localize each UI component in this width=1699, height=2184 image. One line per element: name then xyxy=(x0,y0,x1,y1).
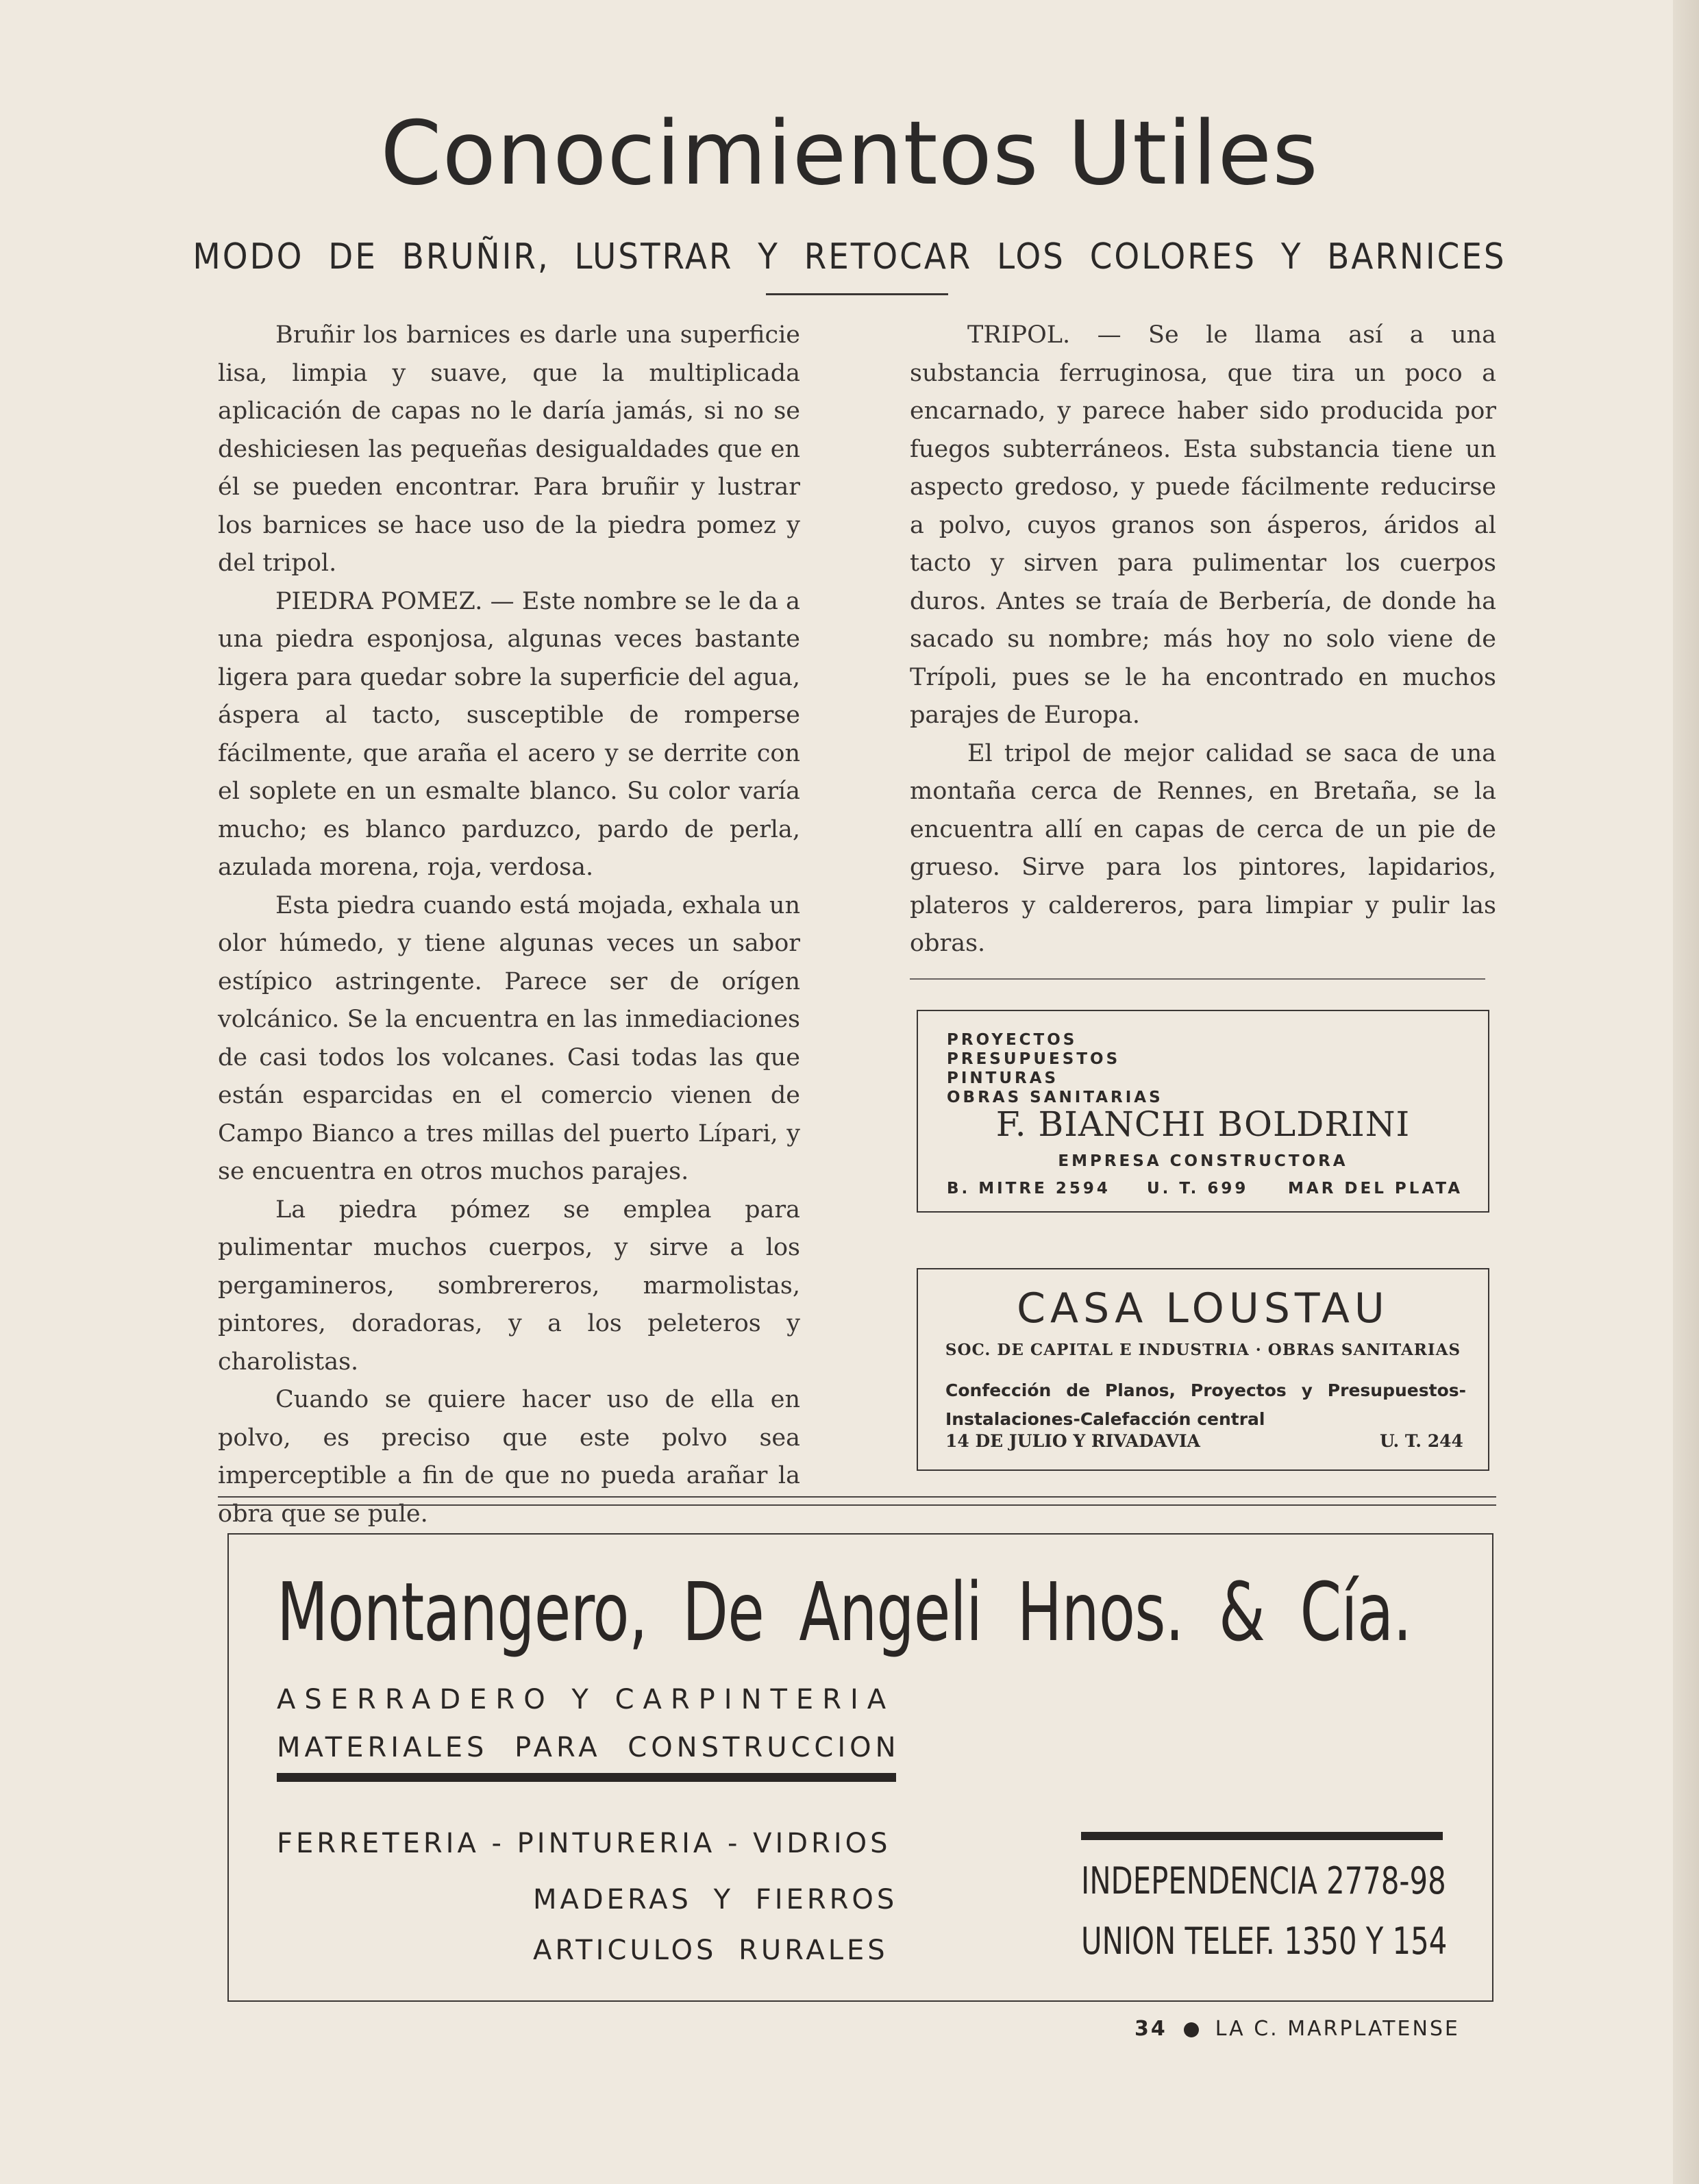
paragraph: Esta piedra cuando está mojada, exhala un olor húmedo, y tiene algunas veces un sabor estípico astringente. Parece ser de orígen volcánico. Se la encuentra en las inmediaciones de casi todos los volcanes. Casi todas las que están esparcidas en el comercio vienen de Campo Bianco a tres millas del puerto Lípari, y se encuentra en otros muchos parajes. xyxy=(218,891,800,1185)
paragraph: La piedra pómez se emplea para pulimentar muchos cuerpos, y sirve a los pergamineros, sombrereros, marmolistas, pintores, doradoras, y a los peleteros y charolistas. xyxy=(218,1195,800,1376)
service-item: PRESUPUESTOS xyxy=(947,1050,1121,1068)
ad-company-sub: SOC. DE CAPITAL E INDUSTRIA · OBRAS SANITARIAS xyxy=(945,1341,1461,1359)
divider-rule xyxy=(218,1496,1496,1498)
article-subtitle: MODO DE BRUÑIR, LUSTRAR Y RETOCAR LOS COLORES Y BARNICES xyxy=(193,236,1506,277)
article-title: Conocimientos Utiles xyxy=(380,103,1319,205)
bullet-icon xyxy=(1184,2022,1199,2037)
service-item: PROYECTOS xyxy=(947,1031,1078,1049)
ad-description: Confección de Planos, Proyectos y Presupuestos-Instalaciones-Calefacción central xyxy=(945,1380,1466,1429)
subtitle-rule xyxy=(766,293,948,295)
paragraph: PIEDRA POMEZ. — Este nombre se le da a una piedra esponjosa, algunas veces bastante ligera para quedar sobre la superficie del agua, áspera al tacto, susceptible de romperse fácilmente, que araña el acero y se derrite con el soplete en un esmalte blanco. Su color varía mucho; es blanco parduzco, pardo de perla, azulada morena, roja, verdosa. xyxy=(218,587,800,881)
publication-name: LA C. MARPLATENSE xyxy=(1215,2017,1460,2041)
ad-casa-loustau xyxy=(917,1268,1489,1471)
ad-company-name: F. BIANCHI BOLDRINI xyxy=(995,1104,1411,1144)
ad-company-name: CASA LOUSTAU xyxy=(1017,1285,1389,1332)
page-edge xyxy=(1673,0,1699,2184)
page-footer xyxy=(1134,2017,1460,2041)
ad-phone: U. T. 244 xyxy=(1380,1431,1463,1451)
service-item: OBRAS SANITARIAS xyxy=(947,1089,1163,1106)
ad-line: MATERIALES PARA CONSTRUCCION xyxy=(277,1732,900,1763)
ad-line: MADERAS Y FIERROS xyxy=(533,1884,898,1915)
paragraph: TRIPOL. — Se le llama así a una substancia ferruginosa, que tira un poco a encarnado, y parece haber sido producida por fuegos subterráneos. Esta substancia tiene un aspecto gredoso, y puede fácilmente reducirse a polvo, cuyos granos son ásperos, áridos al tacto y sirven para pulimentar los cuerpos duros. Antes se traía de Berbería, de donde ha sacado su nombre; más hoy no solo viene de Trípoli, pues se le ha encontrado en muchos parajes de Europa. xyxy=(910,321,1496,729)
ad-line: FERRETERIA - PINTURERIA - VIDRIOS xyxy=(277,1828,891,1859)
ad-montangero xyxy=(227,1533,1493,2002)
right-column xyxy=(910,317,1496,963)
ad-phone: INDEPENDENCIA 2778-98 xyxy=(1081,1859,1446,1902)
divider-rule xyxy=(218,1504,1496,1506)
ad-services xyxy=(947,1030,1163,1107)
ad-bar xyxy=(277,1773,896,1782)
ad-phone: UNION TELEF. 1350 Y 154 xyxy=(1081,1920,1448,1963)
paragraph: Cuando se quiere hacer uso de ella en polvo, es preciso que este polvo sea imperceptible a fin de que no pueda arañar la obra que se pule. xyxy=(218,1386,800,1528)
ad-bianchi-boldrini xyxy=(917,1010,1489,1213)
ad-phone: U. T. 699 xyxy=(1147,1180,1249,1198)
paragraph: El tripol de mejor calidad se saca de una montaña cerca de Rennes, en Bretaña, se la encuentra allí en capas de cerca de un pie de grueso. Sirve para los pintores, lapidarios, plateros y caldereros, para limpiar y pulir las obras. xyxy=(910,739,1496,957)
ad-line: ASERRADERO Y CARPINTERIA xyxy=(277,1684,895,1715)
column-end-rule xyxy=(910,978,1485,980)
ad-bar xyxy=(1081,1832,1443,1840)
service-item: PINTURAS xyxy=(947,1069,1059,1087)
ad-address: B. MITRE 2594 xyxy=(947,1180,1111,1198)
left-column xyxy=(218,317,800,1533)
page-number: 34 xyxy=(1134,2017,1167,2041)
paragraph: Bruñir los barnices es darle una superficie lisa, limpia y suave, que la multiplicada aplicación de capas no le daría jamás, si no se deshiciesen las pequeñas desigualdades que en él se pueden encontrar. Para bruñir y lustrar los barnices se hace uso de la piedra pomez y del tripol. xyxy=(218,321,800,577)
ad-city: MAR DEL PLATA xyxy=(1288,1180,1463,1198)
ad-address: 14 DE JULIO Y RIVADAVIA xyxy=(945,1431,1200,1451)
ad-company-name: Montangero, De Angeli Hnos. & Cía. xyxy=(277,1565,1412,1659)
ad-company-type: EMPRESA CONSTRUCTORA xyxy=(1058,1152,1348,1170)
ad-line: ARTICULOS RURALES xyxy=(533,1935,889,1966)
